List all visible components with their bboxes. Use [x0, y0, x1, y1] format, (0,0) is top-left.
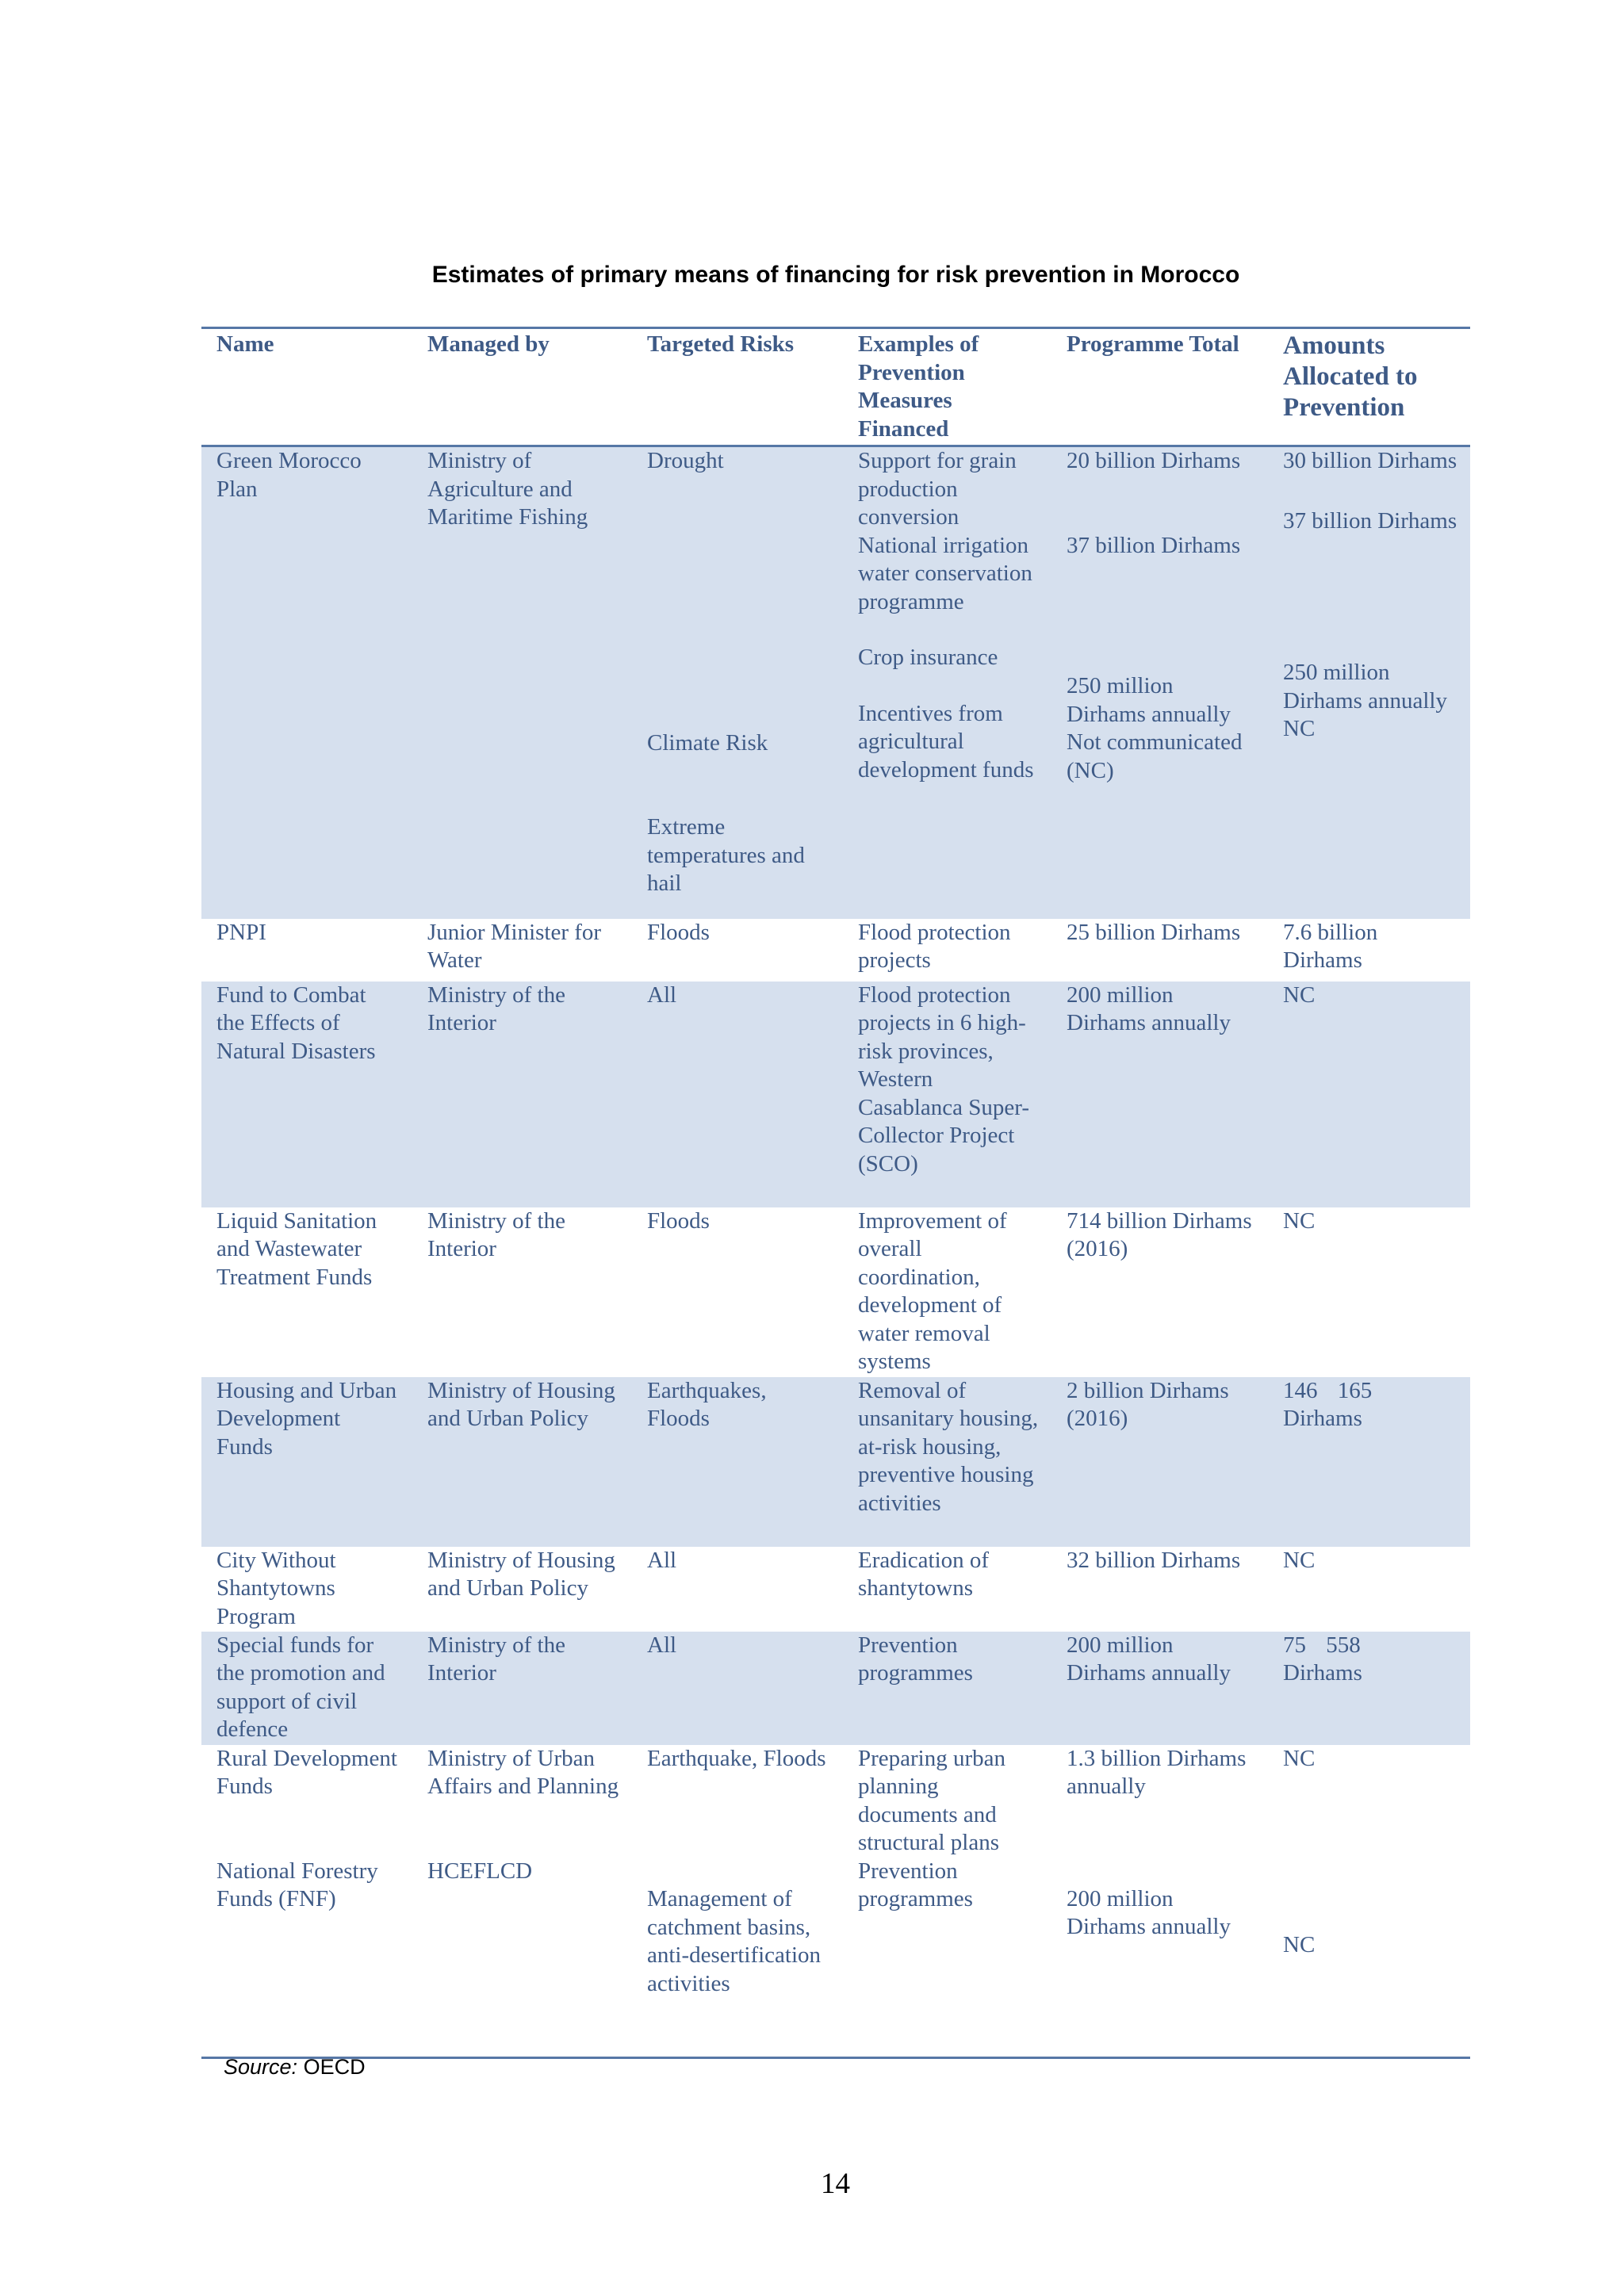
financing-table-wrapper — [201, 327, 1470, 2059]
header-name: Name — [201, 328, 412, 446]
row-managed-by: Ministry of Housing and Urban Policy — [412, 1377, 632, 1547]
row-programme-total: 32 billion Dirhams — [1067, 1547, 1241, 1573]
source-value: OECD — [303, 2055, 366, 2079]
amount-item: NC — [1283, 716, 1316, 741]
amount-item: NC — [1283, 1745, 1316, 1771]
risk-item: Extreme temperatures and hail — [647, 814, 805, 896]
name-item: Rural Development Funds — [216, 1745, 397, 1799]
row-targeted-risks: All — [632, 1632, 843, 1745]
row-programme-total: 200 million Dirhams annually — [1051, 982, 1268, 1207]
total-item: 1.3 billion Dirhams annually — [1067, 1745, 1247, 1799]
row-programme-total: 200 million Dirhams annually — [1051, 1632, 1268, 1745]
row-amount: NC — [1283, 1207, 1316, 1234]
risk-item: Management of catchment basins, anti-desertification activities — [647, 1886, 822, 1996]
row-examples — [843, 446, 1051, 919]
row-programme-total: 714 billion Dirhams (2016) — [1067, 1207, 1252, 1261]
row-programme-total: 2 billion Dirhams (2016) — [1051, 1377, 1268, 1547]
row-amount: NC — [1283, 1547, 1316, 1573]
row-managed-by — [412, 1745, 632, 2058]
name-item: National Forestry Funds (FNF) — [216, 1858, 378, 1911]
row-targeted-risks: Floods — [647, 1207, 710, 1234]
row-examples: Prevention programmes — [843, 1632, 1051, 1745]
financing-table — [201, 327, 1470, 2059]
row-targeted-risks: All — [632, 982, 843, 1207]
amount-item: 250 million Dirhams annually — [1283, 660, 1447, 714]
row-examples: Flood protection projects in 6 high-risk provinces, Western Casablanca Super-Collector Project (SCO) — [843, 982, 1051, 1207]
row-managed-by: Ministry of Housing and Urban Policy — [427, 1547, 615, 1601]
row-targeted-risks — [632, 1745, 843, 2058]
total-item: 250 million Dirhams annually — [1067, 673, 1231, 727]
managed-item: HCEFLCD — [427, 1858, 533, 1884]
row-examples — [843, 1745, 1051, 2058]
row-programme-total — [1051, 446, 1268, 919]
row-examples: Eradication of shantytowns — [858, 1547, 990, 1601]
row-examples: Flood protection projects — [858, 919, 1011, 973]
row-name — [201, 1745, 412, 2058]
table-row — [201, 1547, 1470, 1632]
row-managed-by: Ministry of Agriculture and Maritime Fishing — [412, 446, 632, 919]
row-amount: NC — [1268, 982, 1470, 1207]
row-amount: 7.6 billion Dirhams — [1283, 919, 1378, 973]
row-name: Special funds for the promotion and support of civil defence — [201, 1632, 412, 1745]
amount-item: 30 billion Dirhams — [1283, 448, 1457, 473]
source-label: Source: — [224, 2055, 298, 2079]
source-note — [224, 2055, 366, 2080]
header-targeted-risks: Targeted Risks — [632, 328, 843, 446]
example-item: Incentives from agricultural development funds — [858, 700, 1034, 783]
risk-item: Drought — [647, 448, 724, 473]
row-targeted-risks — [632, 446, 843, 919]
table-row — [201, 1207, 1470, 1377]
row-programme-total: 25 billion Dirhams — [1067, 919, 1241, 945]
header-row — [201, 328, 1470, 446]
row-amount — [1268, 1745, 1470, 2058]
table-row — [201, 446, 1470, 919]
row-amount: 146 165 Dirhams — [1268, 1377, 1470, 1547]
row-targeted-risks: Floods — [647, 919, 710, 945]
amount-item: NC — [1283, 1932, 1316, 1957]
table-title: Estimates of primary means of financing for risk prevention in Morocco — [431, 262, 1240, 288]
row-name: Liquid Sanitation and Wastewater Treatment Funds — [216, 1207, 377, 1290]
total-item: 37 billion Dirhams — [1067, 532, 1241, 558]
row-amount: 75 558 Dirhams — [1268, 1632, 1470, 1745]
table-row — [201, 1377, 1470, 1547]
header-programme-total: Programme Total — [1051, 328, 1268, 446]
row-managed-by: Ministry of the Interior — [412, 982, 632, 1207]
amount-item: 37 billion Dirhams — [1283, 507, 1457, 534]
example-item: Support for grain production conversion — [858, 448, 1017, 530]
row-programme-total — [1051, 1745, 1268, 2058]
row-managed-by: Junior Minister for Water — [427, 919, 602, 973]
header-amounts: Amounts Allocated to Prevention — [1268, 328, 1470, 446]
row-examples: Improvement of overall coordination, development of water removal systems — [858, 1207, 1007, 1374]
example-item: Preparing urban planning documents and structural plans — [858, 1745, 1006, 1855]
row-name: PNPI — [216, 919, 266, 945]
header-examples: Examples of Prevention Measures Financed — [843, 328, 1051, 446]
row-examples: Removal of unsanitary housing, at-risk housing, preventive housing activities — [843, 1377, 1051, 1547]
row-managed-by: Ministry of the Interior — [412, 1632, 632, 1745]
total-item: 200 million Dirhams annually — [1067, 1885, 1231, 1939]
row-targeted-risks: Earthquakes, Floods — [632, 1377, 843, 1547]
table-row — [201, 1632, 1470, 1745]
page-number: 14 — [821, 2168, 850, 2200]
row-targeted-risks: All — [647, 1547, 677, 1573]
row-name: Fund to Combat the Effects of Natural Disasters — [201, 982, 412, 1207]
row-amount — [1268, 446, 1470, 919]
row-name: City Without Shantytowns Program — [216, 1547, 336, 1629]
total-item: 20 billion Dirhams — [1067, 448, 1241, 473]
example-item: National irrigation water conservation programme — [858, 532, 1032, 614]
row-name: Housing and Urban Development Funds — [201, 1377, 412, 1547]
example-item: Prevention programmes — [858, 1858, 973, 1911]
example-item: Crop insurance — [858, 645, 998, 670]
managed-item: Ministry of Urban Affairs and Planning — [427, 1745, 619, 1799]
risk-item: Climate Risk — [647, 729, 768, 756]
header-managed-by: Managed by — [412, 328, 632, 446]
table-row — [201, 1745, 1470, 2058]
row-name: Green Morocco Plan — [201, 446, 412, 919]
table-row — [201, 982, 1470, 1207]
total-item: Not communicated (NC) — [1067, 729, 1243, 783]
risk-item: Earthquake, Floods — [647, 1745, 826, 1771]
row-managed-by: Ministry of the Interior — [427, 1207, 565, 1261]
table-row — [201, 919, 1470, 982]
